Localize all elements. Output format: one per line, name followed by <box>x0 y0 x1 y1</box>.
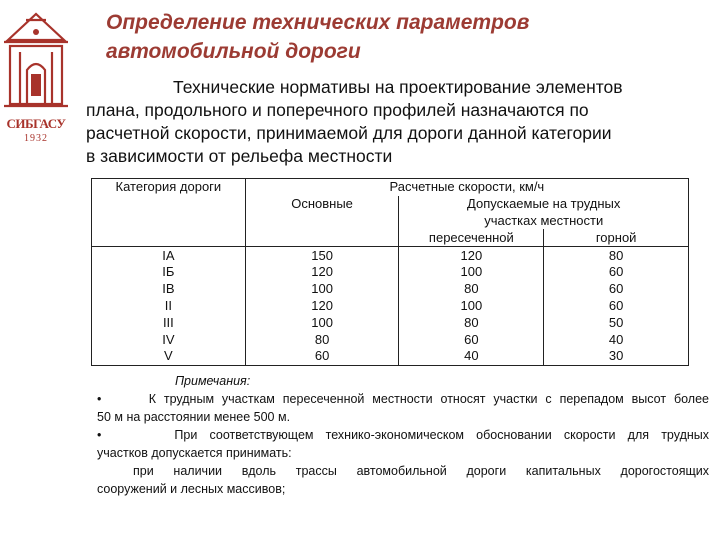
slide-title-line: автомобильной дороги <box>106 40 361 63</box>
cell-mountain: 60 <box>544 281 689 298</box>
note-1-line2: 50 м на расстоянии менее 500 м. <box>97 410 291 424</box>
cell-mountain: 40 <box>544 331 689 348</box>
cell-mountain: 60 <box>544 264 689 281</box>
header-rough-terrain: пересеченной <box>399 229 544 246</box>
cell-main: 100 <box>245 281 399 298</box>
cell-category: IA <box>92 247 246 264</box>
note-2-line1 <box>97 426 709 444</box>
cell-rough: 100 <box>399 264 544 281</box>
intro-line: Технические нормативы на проектирование элементов <box>173 77 623 97</box>
header-mountain-terrain: горной <box>544 229 689 246</box>
cell-mountain: 30 <box>544 348 689 365</box>
notes-heading: Примечания: <box>175 374 251 388</box>
bullet-icon: • <box>97 392 102 406</box>
header-category: Категория дороги <box>92 179 246 247</box>
intro-paragraph <box>86 76 696 168</box>
header-allowed-line2: участках местности <box>399 213 689 230</box>
table-row <box>92 331 689 348</box>
cell-main: 60 <box>245 348 399 365</box>
cell-rough: 80 <box>399 314 544 331</box>
cell-category: IБ <box>92 264 246 281</box>
table-row <box>92 247 689 264</box>
note-2-line2: участков допускается принимать: <box>97 446 292 460</box>
cell-rough: 80 <box>399 281 544 298</box>
table-row <box>92 264 689 281</box>
note-3-line1: при наличии вдоль трассы автомобильной дороги капитальных дорогостоящих <box>133 464 709 478</box>
cell-category: IV <box>92 331 246 348</box>
note-2-text: При соответствующем технико-экономическом обосновании скорости для трудных <box>174 428 709 442</box>
cell-mountain: 80 <box>544 247 689 264</box>
cell-category: IB <box>92 281 246 298</box>
cell-rough: 120 <box>399 247 544 264</box>
building-emblem-icon <box>0 0 78 116</box>
design-speed-table <box>91 178 689 366</box>
table-row <box>92 348 689 365</box>
table-row <box>92 281 689 298</box>
cell-main: 120 <box>245 298 399 315</box>
bullet-icon: • <box>97 428 102 442</box>
header-speeds: Расчетные скорости, км/ч <box>245 179 688 196</box>
cell-rough: 60 <box>399 331 544 348</box>
note-3-line2: сооружений и лесных массивов; <box>97 482 286 496</box>
cell-mountain: 60 <box>544 298 689 315</box>
logo-year: 1932 <box>24 133 48 144</box>
cell-category: III <box>92 314 246 331</box>
cell-main: 120 <box>245 264 399 281</box>
cell-main: 100 <box>245 314 399 331</box>
intro-line: плана, продольного и поперечного профилей назначаются по <box>86 100 589 120</box>
table-row <box>92 314 689 331</box>
slide-title <box>106 8 666 66</box>
intro-line: в зависимости от рельефа местности <box>86 146 393 166</box>
cell-main: 150 <box>245 247 399 264</box>
cell-rough: 40 <box>399 348 544 365</box>
header-main: Основные <box>245 196 399 247</box>
note-1-line1 <box>97 390 709 408</box>
note-1-text: К трудным участкам пересеченной местности относят участки с перепадом высот более <box>148 392 709 406</box>
university-logo <box>0 0 78 160</box>
logo-caption: СИБГАСУ <box>6 116 66 131</box>
header-allowed-line1: Допускаемые на трудных <box>399 196 689 213</box>
intro-line: расчетной скорости, принимаемой для дороги данной категории <box>86 123 612 143</box>
cell-category: II <box>92 298 246 315</box>
cell-category: V <box>92 348 246 365</box>
cell-mountain: 50 <box>544 314 689 331</box>
slide-title-line: Определение технических параметров <box>106 11 530 34</box>
notes-section <box>97 372 709 498</box>
cell-rough: 100 <box>399 298 544 315</box>
cell-main: 80 <box>245 331 399 348</box>
table-row <box>92 298 689 315</box>
